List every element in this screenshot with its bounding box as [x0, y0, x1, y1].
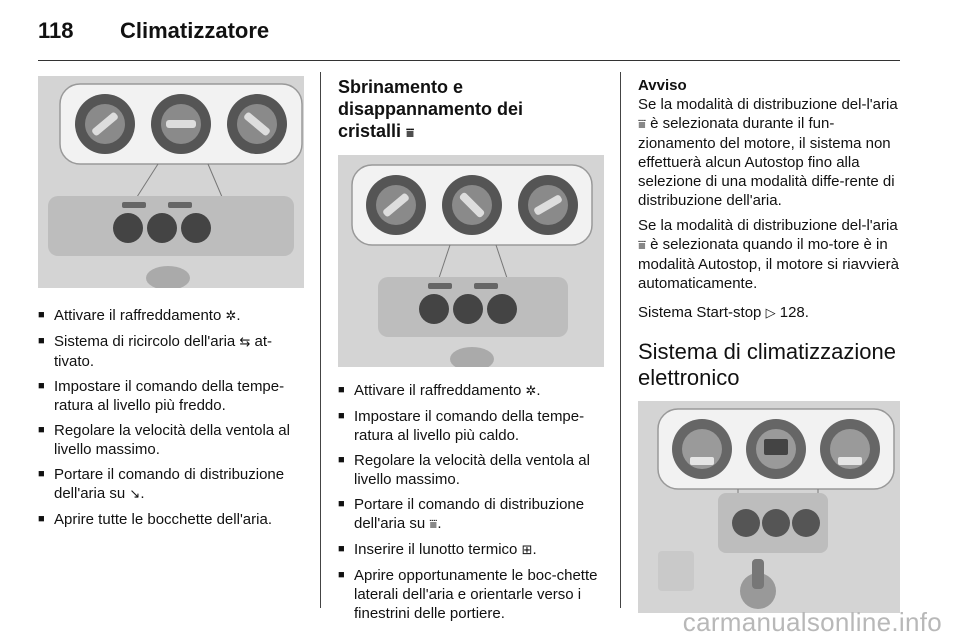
list-item: ■ Regolare la velocità della ventola al livello massimo. — [38, 421, 304, 459]
list-item: ■ Impostare il comando della tempe-ratura al livello più caldo. — [338, 407, 604, 445]
list-item: ■ Attivare il raffreddamento ✲. — [338, 381, 604, 401]
windscreen-defrost-icon: ⩸ — [638, 117, 646, 132]
list-item: ■ Sistema di ricircolo dell'aria ⇆ at-tivato. — [38, 332, 304, 371]
column-divider-2 — [620, 72, 621, 608]
header-rule — [38, 60, 900, 61]
list-item: ■ Regolare la velocità della ventola al livello massimo. — [338, 451, 604, 489]
column-1 — [38, 76, 304, 535]
column-2 — [338, 76, 604, 629]
note-paragraph-1: Se la modalità di distribuzione del-l'aria ⩸ è selezionata durante il fun-zionamento del motore, il sistema non effettuerà alcun Autostop fino alla selezione di una modalità diffe-rente di distribuzione dell'aria. — [638, 96, 898, 209]
list-item: ■ Portare il comando di distribuzione dell'aria su ↘. — [38, 465, 304, 504]
climate-control-figure-defrost — [338, 155, 604, 367]
column-3 — [638, 76, 900, 613]
windscreen-defrost-icon: ⩸ — [429, 517, 438, 532]
list-item: ■ Aprire opportunamente le boc-chette laterali dell'aria e orientarle verso i finestrini delle portiere. — [338, 566, 604, 623]
cross-reference[interactable]: Sistema Start-stop ▷ 128. — [638, 304, 809, 321]
cooling-steps-list — [38, 306, 304, 529]
note-paragraph-2: Se la modalità di distribuzione del-l'aria ⩸ è selezionata quando il mo-tore è in modalità Autostop, il motore si riavvierà automaticamente. — [638, 217, 899, 292]
cooling-icon: ✲ — [225, 309, 237, 324]
column-divider-1 — [320, 72, 321, 608]
list-item: ■ Portare il comando di distribuzione dell'aria su ⩸. — [338, 495, 604, 534]
defrost-steps-list — [338, 381, 604, 623]
note-box — [638, 76, 900, 293]
page-title: Climatizzatore — [120, 18, 270, 43]
list-item: ■ Inserire il lunotto termico ⊞. — [338, 540, 604, 560]
list-item: ■ Aprire tutte le bocchette dell'aria. — [38, 510, 304, 529]
note-title: Avviso — [638, 77, 687, 94]
air-distribution-upper-body-icon: ↘ — [129, 487, 141, 502]
cooling-icon: ✲ — [525, 384, 537, 399]
note-body — [638, 95, 900, 293]
section-heading-defrost: Sbrinamento e disappannamento dei cristalli ⩸ — [338, 77, 524, 141]
electronic-climate-control-figure — [638, 401, 900, 613]
list-item: ■ Impostare il comando della tempe-ratura al livello più freddo. — [38, 377, 304, 415]
air-recirculation-icon: ⇆ — [239, 335, 251, 350]
windscreen-defrost-icon: ⩸ — [638, 238, 646, 253]
watermark: carmanualsonline.info — [682, 607, 942, 637]
section-heading-electronic-climate: Sistema di climatizzazione elettronico — [638, 339, 896, 390]
climate-control-figure-cooling — [38, 76, 304, 288]
list-item: ■ Attivare il raffreddamento ✲. — [38, 306, 304, 326]
page-reference-arrow-icon: ▷ — [765, 306, 776, 321]
windscreen-defrost-icon: ⩸ — [406, 126, 414, 141]
rear-window-heating-icon: ⊞ — [521, 543, 533, 558]
page-number: 118 — [38, 18, 74, 43]
